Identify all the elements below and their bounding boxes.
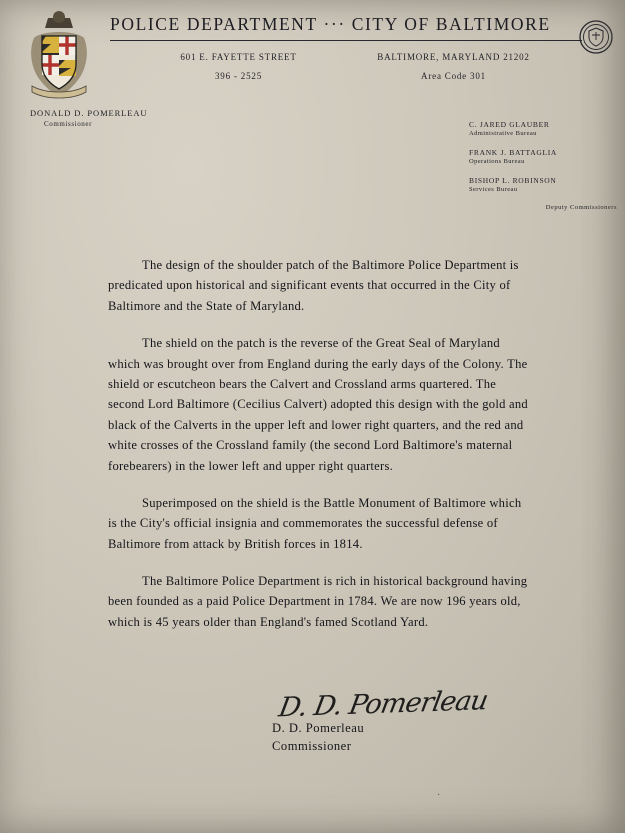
letterhead-divider — [110, 40, 582, 41]
commissioner-role: Commissioner — [44, 120, 93, 128]
deputy-commissioners-label: Deputy Commissioners — [545, 204, 617, 211]
city-state-zip: BALTIMORE, MARYLAND 21202 — [377, 52, 530, 62]
body-paragraph: The Baltimore Police Department is rich in historical background having been founded as a paid Police Department in 1784. We are now 196 years old, which is 45 years older than England's famed Scotland Yard. — [108, 574, 528, 629]
deputy-bureau: Services Bureau — [469, 186, 518, 193]
body-paragraph: The design of the shoulder patch of the Baltimore Police Department is predicated upon historical and significant events that occurred in the City of Baltimore and the State of Maryland. — [108, 258, 519, 313]
deputy-entry — [469, 120, 619, 137]
police-department-seal-icon — [579, 20, 613, 54]
signatory-name: D. D. Pomerleau — [272, 721, 365, 735]
letter-body — [108, 255, 528, 649]
phone-number: 396 - 2525 — [215, 71, 262, 81]
area-code: Area Code 301 — [421, 71, 486, 81]
paper-speck: · — [437, 790, 441, 801]
body-paragraph: The shield on the patch is the reverse of the Great Seal of Maryland which was brought over from England during the early days of the Colony. The shield or escutcheon bears the Calvert and Crossland arms quartered. The second Lord Baltimore (Cecilius Calvert) adopted this design with the gold and black of the Calverts in the upper left and lower right quarters, and the red and white crosses of the Crossland family (the second Lord Baltimore's maternal forebearers) in the lower left and upper right quarters. — [108, 336, 528, 473]
deputy-name: BISHOP L. ROBINSON — [469, 176, 557, 185]
maryland-coat-of-arms-icon — [26, 8, 92, 103]
commissioner-block — [30, 108, 147, 128]
deputy-name: C. JARED GLAUBER — [469, 120, 550, 129]
letterhead-address — [110, 52, 582, 81]
signature-block — [272, 685, 532, 754]
deputy-name: FRANK J. BATTAGLIA — [469, 148, 558, 157]
handwritten-signature: D. D. Pomerleau — [276, 685, 490, 724]
deputy-entry — [469, 148, 619, 165]
signatory-title: Commissioner — [272, 739, 352, 753]
street-address: 601 E. FAYETTE STREET — [180, 52, 297, 62]
deputy-commissioners-block — [469, 120, 619, 211]
deputy-bureau: Administrative Bureau — [469, 130, 537, 137]
deputy-bureau: Operations Bureau — [469, 158, 525, 165]
deputy-entry — [469, 176, 619, 193]
commissioner-name: DONALD D. POMERLEAU — [30, 108, 148, 118]
letterhead-title: POLICE DEPARTMENT ··· CITY OF BALTIMORE — [110, 14, 551, 34]
body-paragraph: Superimposed on the shield is the Battle Monument of Baltimore which is the City's official insignia and commemorates the successful defense of Baltimore from attack by British forces in 1814. — [108, 495, 522, 551]
